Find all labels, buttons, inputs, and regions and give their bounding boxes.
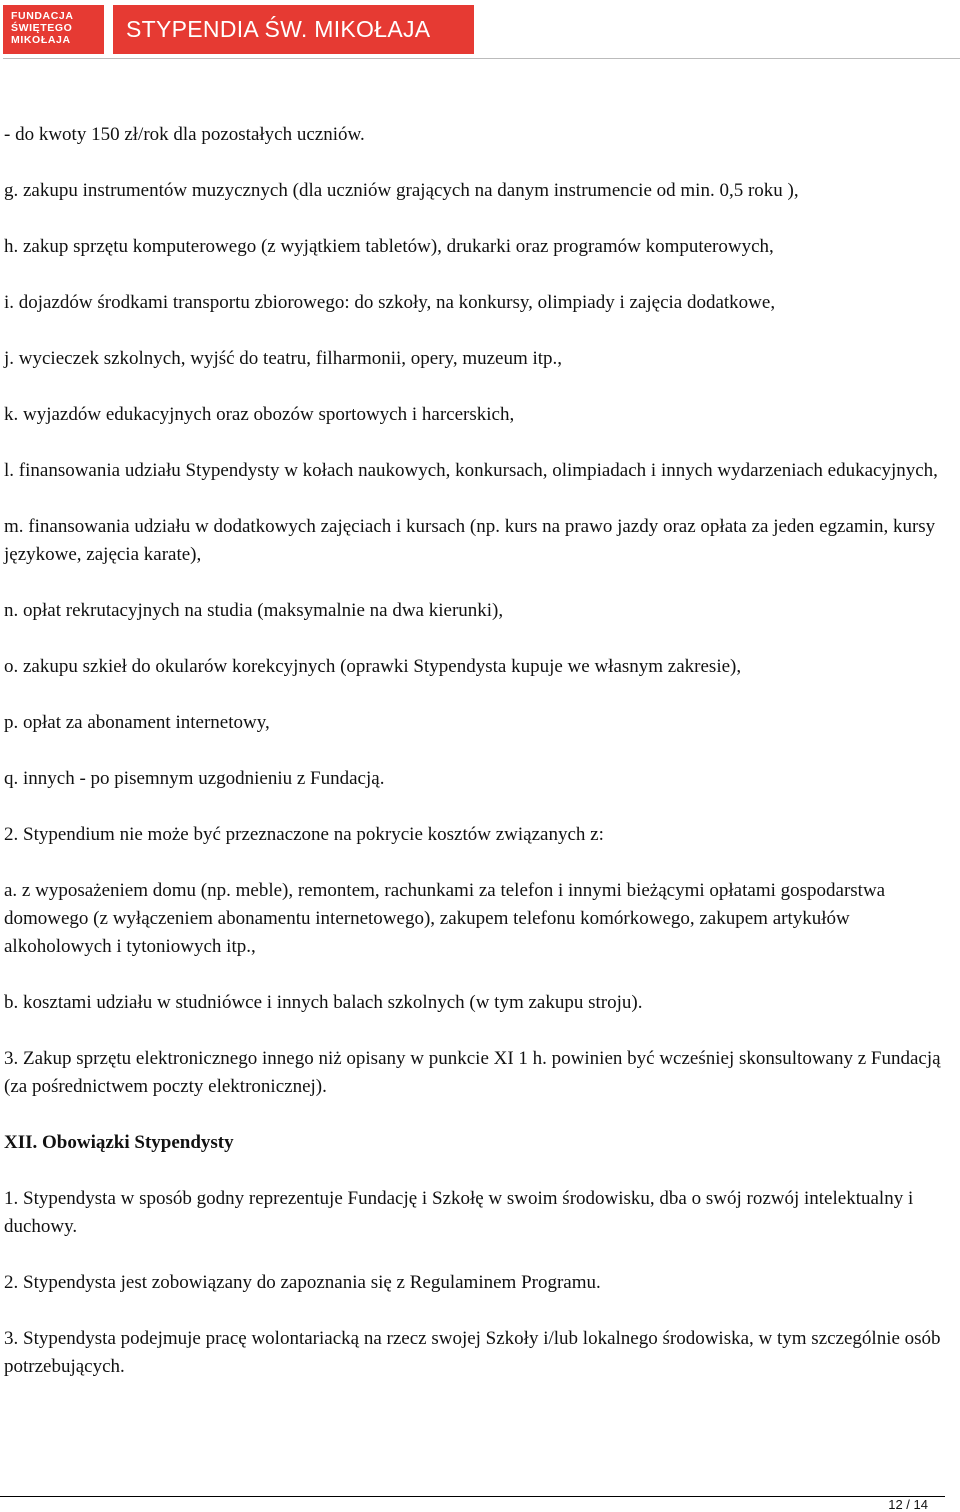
document-body — [4, 121, 949, 1409]
list-item-h: h. zakup sprzętu komputerowego (z wyjątkiem tabletów), drukarki oraz programów komputerowych, — [4, 236, 774, 257]
list-item-j: j. wycieczek szkolnych, wyjść do teatru, filharmonii, opery, muzeum itp., — [4, 348, 563, 369]
duty-point-3: 3. Stypendysta podejmuje pracę wolontariacką na rzecz swojej Szkoły i/lub lokalnego środowiska, w tym szczególnie osób potrzebujących. — [4, 1328, 941, 1377]
list-item-g: g. zakupu instrumentów muzycznych (dla uczniów grających na danym instrumencie od min. 0,5 roku ), — [4, 180, 799, 201]
section-heading: XII. Obowiązki Stypendysty — [4, 1132, 234, 1153]
page-number: 12 / 14 — [888, 1497, 928, 1512]
list-item-m: m. finansowania udziału w dodatkowych zajęciach i kursach (np. kurs na prawo jazdy oraz opłata za jeden egzamin, kursy językowe, zajęcia karate), — [4, 516, 936, 565]
logo-line: FUNDACJA — [11, 10, 74, 22]
list-item-b: b. kosztami udziału w studniówce i innych balach szkolnych (w tym zakupu stroju). — [4, 992, 643, 1013]
list-item-a: a. z wyposażeniem domu (np. meble), remontem, rachunkami za telefon i innymi bieżącymi opłatami gospodarstwa domowego (z wyłączeniem abonamentu internetowego), zakupem telefonu komórkowego, zakupem artykułów alkoholowych i tytoniowych itp., — [4, 880, 886, 957]
list-item-l: l. finansowania udziału Stypendysty w kołach naukowych, konkursach, olimpiadach i innych wydarzeniach edukacyjnych, — [4, 460, 938, 481]
section-point-3: 3. Zakup sprzętu elektronicznego innego niż opisany w punkcie XI 1 h. powinien być wcześniej skonsultowany z Fundacją (za pośrednictwem poczty elektronicznej). — [4, 1048, 941, 1097]
header-divider — [3, 58, 960, 59]
logo-line: MIKOŁAJA — [11, 34, 71, 46]
foundation-logo — [3, 5, 104, 54]
list-item-g-continued: - do kwoty 150 zł/rok dla pozostałych uczniów. — [4, 124, 365, 145]
duty-point-1: 1. Stypendysta w sposób godny reprezentuje Fundację i Szkołę w swoim środowisku, dba o swój rozwój intelektualny i duchowy. — [4, 1188, 914, 1237]
list-item-n: n. opłat rekrutacyjnych na studia (maksymalnie na dwa kierunki), — [4, 600, 504, 621]
section-point-2: 2. Stypendium nie może być przeznaczone na pokrycie kosztów związanych z: — [4, 824, 604, 845]
list-item-q: q. innych - po pisemnym uzgodnieniu z Fundacją. — [4, 768, 385, 789]
list-item-o: o. zakupu szkieł do okularów korekcyjnych (oprawki Stypendysta kupuje we własnym zakresie), — [4, 656, 742, 677]
list-item-p: p. opłat za abonament internetowy, — [4, 712, 270, 733]
list-item-k: k. wyjazdów edukacyjnych oraz obozów sportowych i harcerskich, — [4, 404, 515, 425]
duty-point-2: 2. Stypendysta jest zobowiązany do zapoznania się z Regulaminem Programu. — [4, 1272, 601, 1293]
list-item-i: i. dojazdów środkami transportu zbiorowego: do szkoły, na konkursy, olimpiady i zajęcia dodatkowe, — [4, 292, 776, 313]
footer-divider — [0, 1496, 945, 1497]
page-header — [3, 5, 960, 60]
logo-line: ŚWIĘTEGO — [11, 22, 73, 34]
program-banner: STYPENDIA ŚW. MIKOŁAJA — [113, 5, 474, 54]
